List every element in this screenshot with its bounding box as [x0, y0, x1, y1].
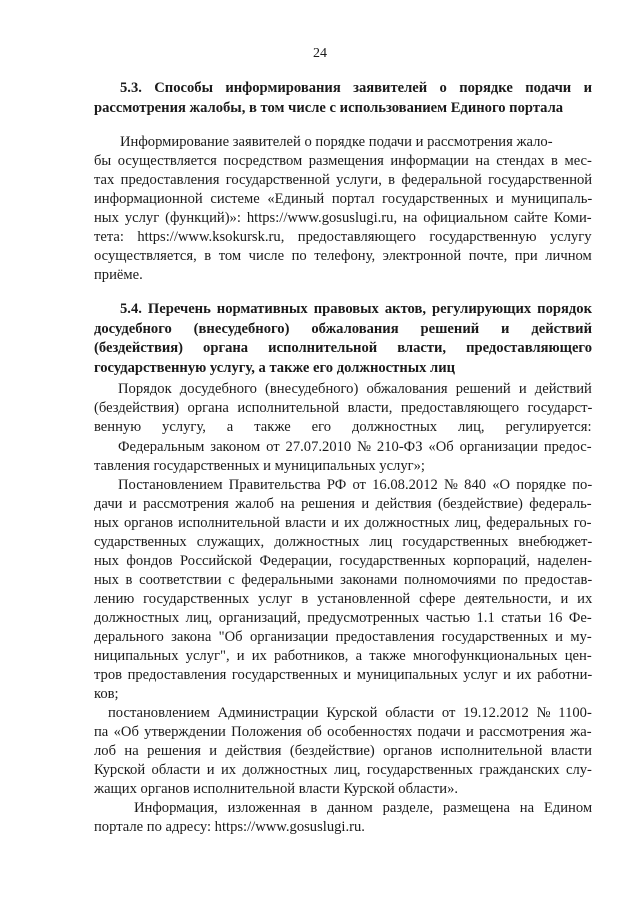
- paragraph-line: тета: https://www.ksokursk.ru, предоставляющего государственную услугу: [94, 229, 592, 245]
- paragraph-line: информационной системе «Единый портал государственных и муниципаль-: [94, 191, 593, 207]
- paragraph-line: сударственных служащих, должностных лиц государственных внебюджет-: [94, 534, 593, 550]
- paragraph-line: Информирование заявителей о порядке подачи и рассмотрения жало-: [120, 134, 553, 150]
- paragraph-line: должностных лиц, организаций, предусмотренных частью 1.1 статьи 16 Фе-: [94, 610, 592, 626]
- paragraph-line: лоб на решения и действия (бездействие) органов исполнительной власти: [94, 743, 592, 759]
- paragraph-line: Порядок досудебного (внесудебного) обжалования решений и действий: [118, 381, 592, 397]
- paragraph-line: дерального закона "Об организации предоставления государственных и му-: [94, 629, 592, 645]
- paragraph-line: портале по адресу: https://www.gosuslugi.ru.: [94, 819, 365, 835]
- paragraph-line: Федеральным законом от 27.07.2010 № 210-ФЗ «Об организации предос-: [118, 439, 592, 455]
- page-number: 24: [313, 46, 327, 61]
- section-5-3-heading: 5.3. Способы информирования заявителей о порядке подачи и рассмотрения жалобы, в том числе с использованием Единого портала: [94, 80, 592, 116]
- paragraph-line: ных фондов Российской Федерации, государственных корпораций, наделен-: [94, 553, 592, 569]
- paragraph-line: Информация, изложенная в данном разделе, размещена на Едином: [134, 800, 593, 816]
- paragraph-line: ков;: [94, 686, 119, 702]
- paragraph-line: приёме.: [94, 267, 143, 283]
- paragraph-line: тавления государственных и муниципальных услуг»;: [94, 458, 425, 474]
- paragraph-line: ниципальных услуг", и их работников, а также многофункциональных цен-: [94, 648, 592, 664]
- paragraph-line: жащих органов исполнительной власти Курской области».: [94, 781, 459, 797]
- paragraph-line: осуществляется, в том числе по телефону, электронной почте, при личном: [94, 248, 592, 264]
- paragraph-line: тах предоставления государственной услуги, в федеральной государственной: [94, 172, 593, 188]
- paragraph-line: па «Об утверждении Положения об особенностях подачи и рассмотрения жа-: [94, 724, 592, 740]
- paragraph-line: Курской области и их должностных лиц, государственных гражданских слу-: [94, 762, 592, 778]
- paragraph-line: (бездействия) органа исполнительной власти, предоставляющего государст-: [94, 400, 593, 416]
- paragraph-line: ных услуг (функций)»: https://www.gosuslugi.ru, на официальном сайте Коми-: [94, 210, 592, 226]
- paragraph-line: ных в соответствии с федеральными законами полномочиями по предостав-: [94, 572, 593, 588]
- section-5-4-heading: 5.4. Перечень нормативных правовых актов, регулирующих порядок досудебного (внесудебного) обжалования решений и действий (бездействия) органа исполнительной власти, предоставляющего государственную услугу, а также его должностных лиц: [94, 301, 592, 376]
- paragraph-line: венную услугу, а также его должностных лиц, регулируется:: [94, 419, 592, 435]
- paragraph-line: тров предоставления государственных и муниципальных услуг и их работни-: [94, 667, 593, 683]
- paragraph-line: дачи и рассмотрения жалоб на решения и действия (бездействие) федераль-: [94, 496, 592, 512]
- paragraph-line: ных органов исполнительной власти и их должностных лиц, федеральных го-: [94, 515, 592, 531]
- paragraph-line: постановлением Администрации Курской области от 19.12.2012 № 1100-: [108, 705, 592, 721]
- paragraph-line: лению государственных услуг в установленной сфере деятельности, и их: [94, 591, 593, 607]
- paragraph-line: Постановлением Правительства РФ от 16.08.2012 № 840 «О порядке по-: [118, 477, 593, 493]
- paragraph-line: бы осуществляется посредством размещения информации на стендах в мес-: [94, 153, 592, 169]
